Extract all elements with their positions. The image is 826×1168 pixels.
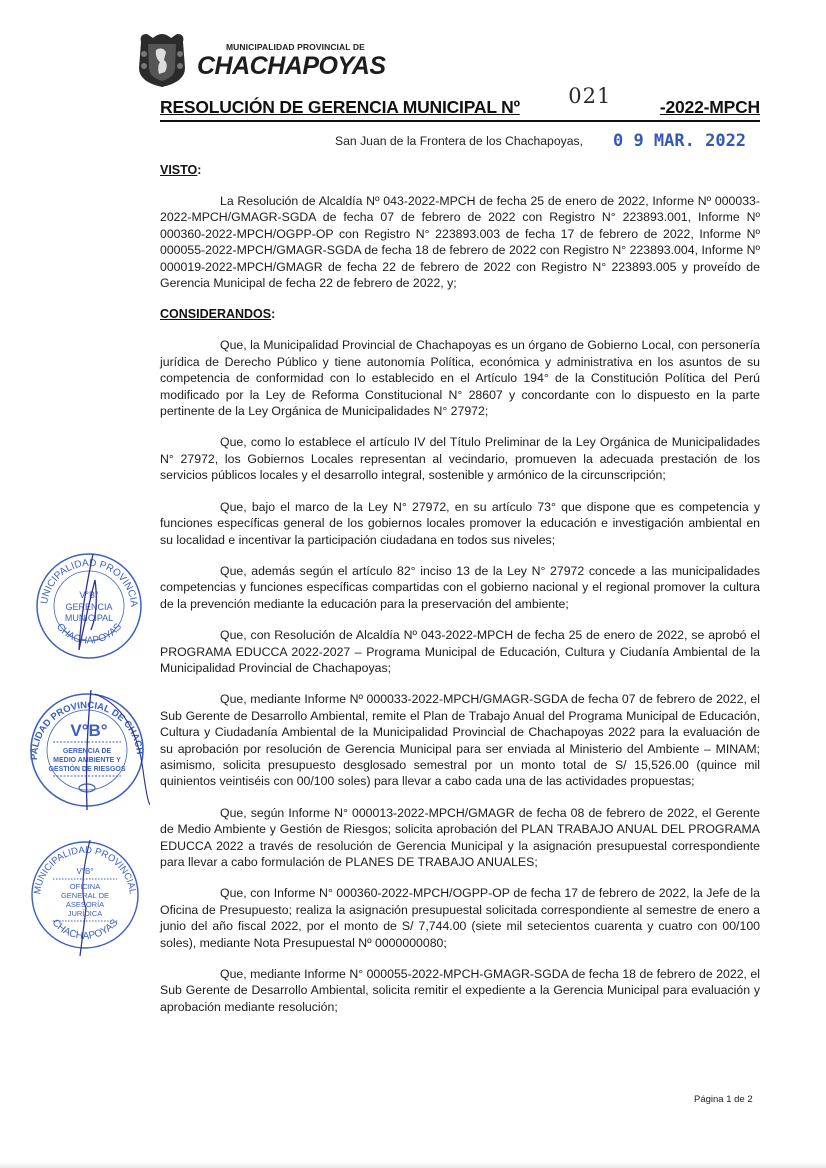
resolution-title <box>160 84 760 122</box>
svg-text:CHACHAPOYAS: CHACHAPOYAS <box>49 917 121 942</box>
svg-text:GESTIÓN DE RIESGOS: GESTIÓN DE RIESGOS <box>48 766 126 773</box>
considerando-paragraph: Que, como lo establece el artículo IV del Título Preliminar de la Ley Orgánica de Municipalidades N° 27972, los Gobiernos Locales representan al vecindario, promueven la adecuada prestación de los servicios públicos locales y el desarrollo integral, sostenible y armónico de la circunscripción; <box>160 435 760 483</box>
considerando-paragraph: Que, mediante Informe Nº 000033-2022-MPCH/GMAGR-SGDA de fecha 07 de febrero de 2022, el Sub Gerente de Desarrollo Ambiental, remite el Plan de Trabajo Anual del Programa Municipal de Educación, Cultura y Ciudadanía Ambiental de la Municipalidad Provincial de Chachapoyas 2022 para la evaluación de su aprobación por resolución de Gerencia Municipal para ser enviada al Ministerio del Ambiente – MINAM; asimismo, solicita presupuesto desglosado semestral por un monto total de S/ 15,526.00 (quince mil quinientos veintiséis con 00/100 soles) para llevar a cabo cada una de las actividades propuestas; <box>160 692 760 789</box>
resolution-title-suffix: -2022-MPCH <box>659 97 760 117</box>
svg-text:ASESORÍA: ASESORÍA <box>65 900 105 909</box>
considerando-paragraph: Que, con Resolución de Alcaldía Nº 043-2022-MPCH de fecha 25 de enero de 2022, se aprobó el PROGRAMA EDUCCA 2022-2027 – Programa Municipal de Educación, Cultura y Ciudanía Ambiental de la Municipalidad Provincial de Chachapoyas; <box>160 628 760 675</box>
considerando-paragraph: Que, según Informe N° 000013-2022-MPCH/GMAGR de fecha 08 de febrero de 2022, el Gerente de Medio Ambiente y Gestión de Riesgos; solicita aprobación del PLAN TRABAJO ANUAL DEL PROGRAMA EDUCCA 2022 a través de resolución de Gerencia Municipal y la asignación presupuestal correspondiente para llevar a cabo formulación de PLANES DE TRABAJO ANUALES; <box>160 805 760 869</box>
svg-text:MEDIO AMBIENTE Y: MEDIO AMBIENTE Y <box>53 757 121 764</box>
svg-text:GENERAL DE: GENERAL DE <box>60 891 110 900</box>
svg-text:V°B°: V°B° <box>70 721 108 740</box>
page-edge <box>0 1162 826 1168</box>
svg-text:MUNICIPALIDAD PROVINCIAL DE CH: PALIDAD PROVINCIAL DE CHACH <box>28 699 145 761</box>
considerando-paragraph: Que, la Municipalidad Provincial de Chachapoyas es un órgano de Gobierno Local, con personería jurídica de Derecho Público y tiene autonomía Política, económica y administrativa en los asuntos de su competencia de conformidad con lo establecido en el Artículo 194° de la Constitución Política del Perú modificado por la Ley de Reforma Constitucional N° 28607 y concordante con lo dispuesto en la parte pertinente de la Ley Orgánica de Municipalidades N° 27972; <box>160 338 760 419</box>
seal-stamp-icon <box>25 690 150 810</box>
visto-paragraph: La Resolución de Alcaldía Nº 043-2022-MPCH de fecha 25 de enero de 2022, Informe Nº 000033-2022-MPCH/GMAGR-SGDA de fecha 07 de febrero de 2022 con Registro N° 223893.001, Informe Nº 000360-2022-MPCH/OGPP-OP con Registro N° 223893.003 de fecha 17 de febrero de 2022, Informe Nº 000055-2022-MPCH/GMAGR-SGDA de fecha 18 de febrero de 2022 con Registro N° 223893.004, Informe Nº 000019-2022-MPCH/GMAGR de fecha 22 de febrero de 2022 con Registro N° 223893.005 y proveído de Gerencia Municipal de fecha 22 de febrero de 2022, y; <box>160 194 760 291</box>
document-body <box>160 162 760 1015</box>
svg-text:GERENCIA: GERENCIA <box>65 602 113 612</box>
seal-stamp-icon <box>28 838 143 956</box>
svg-text:V°B°: V°B° <box>76 867 94 876</box>
resolution-title-prefix: RESOLUCIÓN DE GERENCIA MUNICIPAL Nº <box>160 97 520 117</box>
resolution-number: 021 <box>568 84 612 108</box>
visto-heading: VISTO: <box>160 163 202 177</box>
svg-text:MUNICIPAL: MUNICIPAL <box>64 613 114 623</box>
svg-text:GERENCIA DE: GERENCIA DE <box>62 748 112 755</box>
considerandos-heading: CONSIDERANDOS: <box>160 307 276 322</box>
place-date-row <box>335 128 775 154</box>
institution-subtitle: MUNICIPALIDAD PROVINCIAL DE <box>226 42 365 52</box>
date-stamp: 0 9 MAR. 2022 <box>612 131 747 151</box>
considerando-paragraph: Que, con Informe N° 000360-2022-MPCH/OGPP-OP de fecha 17 de febrero de 2022, la Jefe de la Oficina de Presupuesto; realiza la asignación presupuestal solicitada correspondiente al semestre de enero a junio del año fiscal 2022, por el monto de S/ 7,744.00 (siete mil setecientos cuarenta y cuatro con 00/100 soles), mediante Nota Presupuestal Nº 0000000080; <box>160 886 760 950</box>
page-number: Página 1 de 2 <box>694 1094 753 1105</box>
svg-text:V°B°: V°B° <box>79 590 99 600</box>
coat-of-arms-icon <box>135 30 189 88</box>
svg-text:JURÍDICA: JURÍDICA <box>67 909 103 918</box>
considerando-paragraph: Que, bajo el marco de la Ley N° 27972, en su artículo 73° que dispone que es competencia y funciones específicas general de los gobiernos locales promover la educación e investigación ambiental en su localidad e incentivar la participación ciudadana en todos sus niveles; <box>160 499 760 547</box>
place-line: San Juan de la Frontera de los Chachapoyas, <box>335 134 583 148</box>
svg-text:MUNICIPALIDAD PROVINCIAL: MUNICIPALIDAD PROVINCIAL <box>32 844 138 895</box>
seal-stamp-icon <box>33 550 145 662</box>
svg-text:OFICINA: OFICINA <box>69 882 101 891</box>
considerando-paragraph: Que, además según el artículo 82° inciso 13 de la Ley N° 27972 concede a las municipalidades competencias y funciones específicas compartidas con el gobierno nacional y el regional promover la cultura de la prevención mediante la educación para la preservación del ambiente; <box>160 563 760 611</box>
institution-name: CHACHAPOYAS <box>197 52 386 80</box>
svg-text:MUNICIPALIDAD PROVINCIAL: UNICIPALIDAD PROVINCIA <box>39 557 140 608</box>
svg-text:CHACHAPOYAS: CHACHAPOYAS <box>53 621 125 647</box>
considerando-paragraph: Que, mediante Informe N° 000055-2022-MPCH-GMAGR-SGDA de fecha 18 de febrero de 2022, el Sub Gerente de Desarrollo Ambiental, solicita remitir el expediente a la Gerencia Municipal para evaluación y aprobación mediante resolución; <box>160 967 760 1014</box>
